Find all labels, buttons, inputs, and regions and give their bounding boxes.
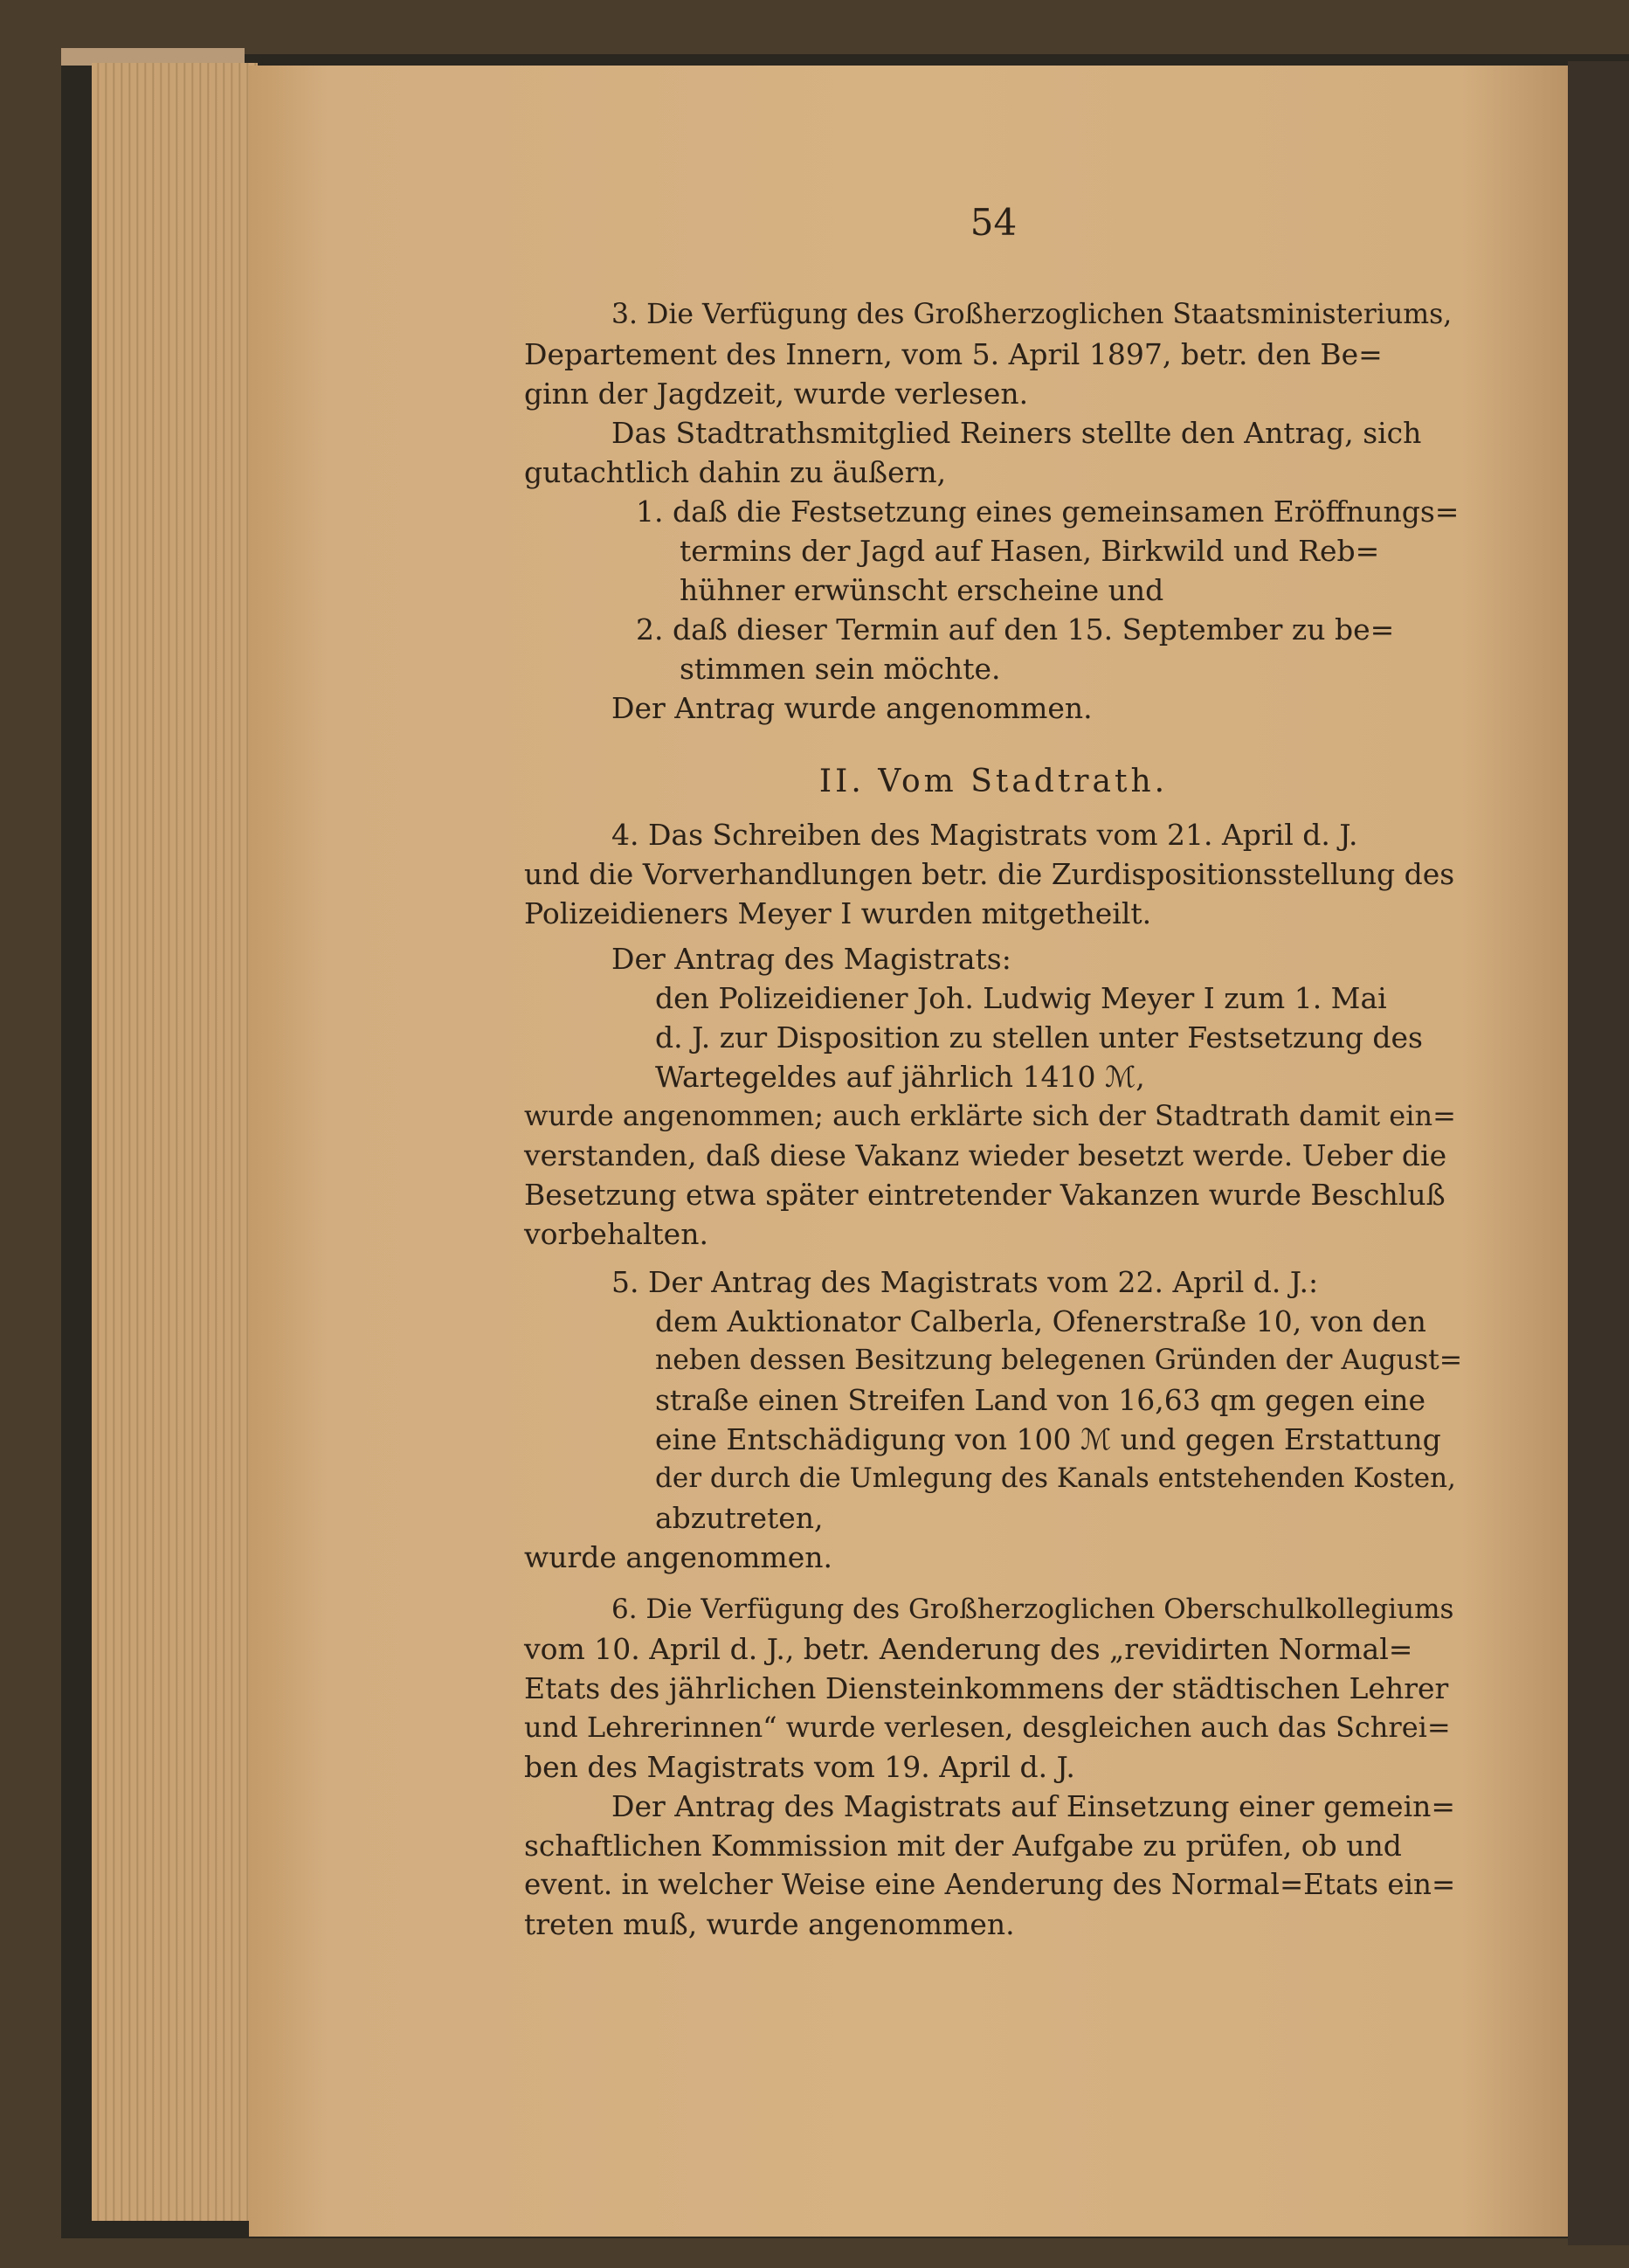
text-line: abzutreten, xyxy=(655,1501,824,1535)
text-line: schaftlichen Kommission mit der Aufgabe zu prüfen, ob und xyxy=(524,1829,1402,1863)
text-line: dem Auktionator Calberla, Ofenerstraße 10, von den xyxy=(655,1304,1426,1338)
text-line: d. J. zur Disposition zu stellen unter Festsetzung des xyxy=(655,1020,1423,1054)
text-line: und die Vorverhandlungen betr. die Zurdispositionsstellung des xyxy=(524,857,1455,891)
text-line: 5. Der Antrag des Magistrats vom 22. April d. J.: xyxy=(611,1265,1319,1299)
text-line: den Polizeidiener Joh. Ludwig Meyer I zum 1. Mai xyxy=(655,981,1387,1015)
text-line: 4. Das Schreiben des Magistrats vom 21. April d. J. xyxy=(611,818,1358,852)
text-line: Etats des jährlichen Diensteinkommens der städtischen Lehrer xyxy=(524,1671,1449,1705)
text-line: event. in welcher Weise eine Aenderung des Normal=Etats ein= xyxy=(524,1868,1456,1901)
page-edges xyxy=(92,63,258,2221)
text-line: 2. daß dieser Termin auf den 15. September zu be= xyxy=(636,612,1395,647)
text-line: straße einen Streifen Land von 16,63 qm gegen eine xyxy=(655,1383,1426,1417)
text-line: treten muß, wurde angenommen. xyxy=(524,1907,1015,1941)
text-line: hühner erwünscht erscheine und xyxy=(680,573,1164,607)
text-line: termins der Jagd auf Hasen, Birkwild und Reb= xyxy=(680,534,1380,568)
text-line: Wartegeldes auf jährlich 1410 ℳ, xyxy=(655,1060,1145,1094)
text-line: ginn der Jagdzeit, wurde verlesen. xyxy=(524,377,1029,411)
text-line: eine Entschädigung von 100 ℳ und gegen Erstattung xyxy=(655,1422,1441,1456)
text-line: neben dessen Besitzung belegenen Gründen der August= xyxy=(655,1345,1463,1376)
text-line: Besetzung etwa später eintretender Vakanzen wurde Beschluß xyxy=(524,1178,1446,1212)
text-line: 1. daß die Festsetzung eines gemeinsamen Eröffnungs= xyxy=(636,494,1460,529)
text-line: ben des Magistrats vom 19. April d. J. xyxy=(524,1750,1075,1784)
text-line: Der Antrag des Magistrats: xyxy=(611,942,1011,976)
text-line: stimmen sein möchte. xyxy=(680,652,1001,686)
text-line: der durch die Umlegung des Kanals entstehenden Kosten, xyxy=(655,1462,1456,1494)
page-number: 54 xyxy=(970,201,1018,244)
text-line: wurde angenommen; auch erklärte sich der Stadtrath damit ein= xyxy=(524,1099,1456,1132)
text-line: wurde angenommen. xyxy=(524,1540,832,1574)
binding-shadow xyxy=(1568,61,1629,2245)
text-line: Polizeidieners Meyer I wurden mitgetheilt. xyxy=(524,896,1152,930)
text-line: vorbehalten. xyxy=(524,1217,708,1251)
text-line: verstanden, daß diese Vakanz wieder besetzt werde. Ueber die xyxy=(524,1138,1447,1172)
section-heading: II. Vom Stadtrath. xyxy=(818,764,1169,799)
text-line: Der Antrag wurde angenommen. xyxy=(611,691,1093,725)
text-line: Der Antrag des Magistrats auf Einsetzung einer gemein= xyxy=(611,1789,1456,1823)
text-line: 3. Die Verfügung des Großherzoglichen Staatsministeriums, xyxy=(611,299,1453,330)
text-line: gutachtlich dahin zu äußern, xyxy=(524,455,947,489)
text-line: 6. Die Verfügung des Großherzoglichen Oberschulkollegiums xyxy=(611,1594,1454,1625)
text-line: Das Stadtrathsmitglied Reiners stellte den Antrag, sich xyxy=(611,416,1422,450)
text-line: vom 10. April d. J., betr. Aenderung des „revidirten Normal= xyxy=(524,1632,1413,1666)
text-line: Departement des Innern, vom 5. April 1897, betr. den Be= xyxy=(524,337,1383,371)
text-line: und Lehrerinnen“ wurde verlesen, desgleichen auch das Schrei= xyxy=(524,1711,1451,1744)
